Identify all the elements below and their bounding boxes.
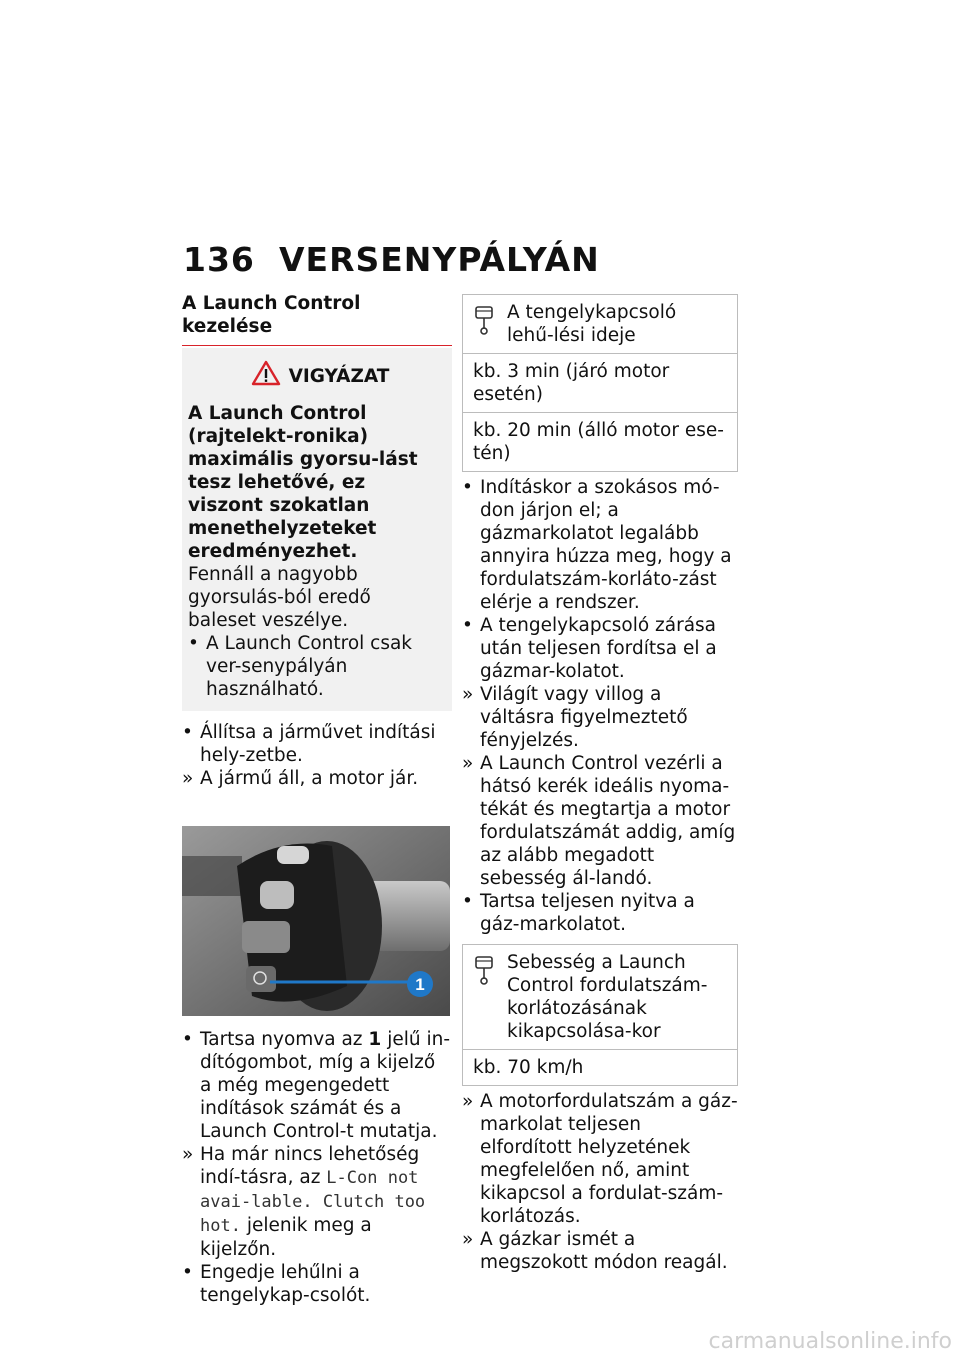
step-text: A tengelykapcsoló zárása után teljesen fordítsa el a gázmar-kolatot. xyxy=(480,615,717,682)
step-text: Engedje lehűlni a tengelykap-csolót. xyxy=(200,1262,371,1306)
step-item xyxy=(462,614,738,683)
result-text: A motorfordulatszám a gáz-markolat teljesen elfordított helyzetének megfelelően nő, amint kikapcsol a fordulat-szám-korlátozás. xyxy=(480,1091,738,1227)
callout-number: 1 xyxy=(415,975,425,994)
page-header xyxy=(183,240,600,279)
bullet-mark: • xyxy=(182,1262,193,1283)
table-row: kb. 70 km/h xyxy=(463,1049,737,1085)
result-item xyxy=(462,1090,738,1228)
step-item xyxy=(182,1028,452,1143)
table-title: Sebesség a Launch Control fordulatszám-korlátozásának kikapcsolása-kor xyxy=(507,952,708,1042)
result-text: Világít vagy villog a váltásra figyelmeztető fényjelzés. xyxy=(480,684,688,751)
step-item xyxy=(462,476,738,614)
warning-box xyxy=(182,348,452,711)
table-row: kb. 3 min (járó motor esetén) xyxy=(463,353,737,412)
result-mark: » xyxy=(462,1229,474,1250)
warning-text: Fennáll a nagyobb gyorsulás-ból eredő baleset veszélye. xyxy=(188,564,371,631)
bullet-mark: • xyxy=(182,1029,193,1050)
result-mark: » xyxy=(462,684,474,705)
step-text: jelű in-dítógombot, míg a kijelző a még megengedett indítások számát és a Launch Control-t mutatja. xyxy=(200,1029,450,1142)
section-title: A Launch Control kezelése xyxy=(182,292,452,346)
left-column xyxy=(182,292,452,1307)
result-text: jelenik meg a kijelzőn. xyxy=(200,1215,372,1260)
step-item xyxy=(182,1261,452,1307)
step-text: Állítsa a járművet indítási hely-zetbe. xyxy=(200,722,436,766)
step-text: Tartsa nyomva az xyxy=(200,1029,363,1050)
bullet-mark: • xyxy=(462,891,473,912)
right-column xyxy=(462,294,738,1274)
warning-bullet xyxy=(188,632,442,701)
result-mark: » xyxy=(462,753,474,774)
engine-piston-icon xyxy=(473,951,499,1043)
info-table-speed xyxy=(462,944,738,1086)
table-header xyxy=(463,945,737,1049)
info-table-clutch xyxy=(462,294,738,472)
result-text: A jármű áll, a motor jár. xyxy=(200,768,419,789)
result-mark: » xyxy=(182,1144,194,1165)
watermark: carmanualsonline.info xyxy=(708,1329,952,1354)
handlebar-switch-photo xyxy=(182,826,450,1016)
step-text: Indításkor a szokásos mó-don járjon el; a gázmarkolatot legalább annyira húzza meg, hogy a fordulatszám-korláto-zást elérje a rendszer. xyxy=(480,477,732,613)
result-text: Ha már nincs lehetőség indí-tásra, az xyxy=(200,1144,420,1188)
result-mark: » xyxy=(462,1091,474,1112)
warning-bullet-text: A Launch Control csak ver-senypályán használható. xyxy=(206,633,413,700)
bullet-mark: • xyxy=(462,477,473,498)
result-text: A gázkar ismét a megszokott módon reagál. xyxy=(480,1229,728,1273)
result-mark: » xyxy=(182,768,194,789)
warning-header xyxy=(198,360,442,392)
warning-triangle-icon xyxy=(251,360,281,392)
page-number: 136 xyxy=(183,240,255,279)
warning-label: VIGYÁZAT xyxy=(288,365,390,387)
display-message: L-Con not avai-lable. Clutch too hot. xyxy=(200,1168,426,1236)
result-item xyxy=(182,1143,452,1261)
result-item xyxy=(462,1228,738,1274)
bullet-mark: • xyxy=(188,633,199,654)
callout-ref: 1 xyxy=(368,1029,382,1050)
table-row: kb. 20 min (álló motor ese-tén) xyxy=(463,412,737,471)
result-item xyxy=(462,752,738,890)
engine-piston-icon xyxy=(473,301,499,347)
step-item xyxy=(462,890,738,936)
step-item xyxy=(182,721,452,767)
warning-bold-text: A Launch Control (rajtelekt-ronika) maximális gyorsu-lást tesz lehetővé, ez viszont szokatlan menethelyzeteket eredményezhet. xyxy=(188,403,418,562)
result-item xyxy=(462,683,738,752)
result-item xyxy=(182,767,452,790)
table-header xyxy=(463,295,737,353)
bullet-mark: • xyxy=(462,615,473,636)
step-text: Tartsa teljesen nyitva a gáz-markolatot. xyxy=(480,891,695,935)
result-text: A Launch Control vezérli a hátsó kerék ideális nyoma-tékát és megtartja a motor fordulatszámát addig, amíg az alább megadott sebesség ál-landó. xyxy=(480,753,736,889)
chapter-title: VERSENYPÁLYÁN xyxy=(279,240,600,279)
table-title: A tengelykapcsoló lehű-lési ideje xyxy=(507,302,677,346)
bullet-mark: • xyxy=(182,722,193,743)
